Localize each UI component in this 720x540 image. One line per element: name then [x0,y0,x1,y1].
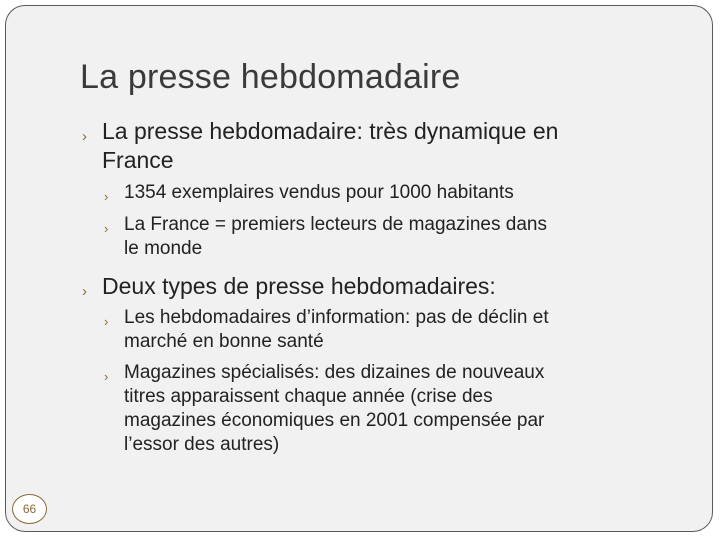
bullet-text: La France = premiers lecteurs de magazines dans le monde [124,214,547,259]
bullet-level2 [104,306,549,354]
bullet-text: 1354 exemplaires vendus pour 1000 habitants [124,182,514,203]
page-number: 66 [12,494,47,524]
bullet-icon: › [104,369,109,384]
bullet-level2 [104,181,514,209]
bullet-icon: › [104,189,109,204]
bullet-text: Deux types de presse hebdomadaires: [102,273,496,299]
bullet-icon: › [104,221,109,236]
bullet-text: Les hebdomadaires d’information: pas de déclin et marché en bonne santé [124,307,549,352]
bullet-text: Magazines spécialisés: des dizaines de nouveaux titres apparaissent chaque année (crise des magazines économiques en 2001 compensée par l’essor des autres) [124,362,545,455]
bullet-level2 [104,361,544,457]
bullet-level2 [104,213,547,261]
bullet-icon: › [82,283,87,300]
bullet-level1 [82,117,558,175]
bullet-icon: › [104,314,109,329]
bullet-icon: › [82,128,87,145]
slide-title: La presse hebdomadaire [80,58,461,96]
bullet-level1 [82,272,496,306]
bullet-text: La presse hebdomadaire: très dynamique en France [102,118,559,173]
